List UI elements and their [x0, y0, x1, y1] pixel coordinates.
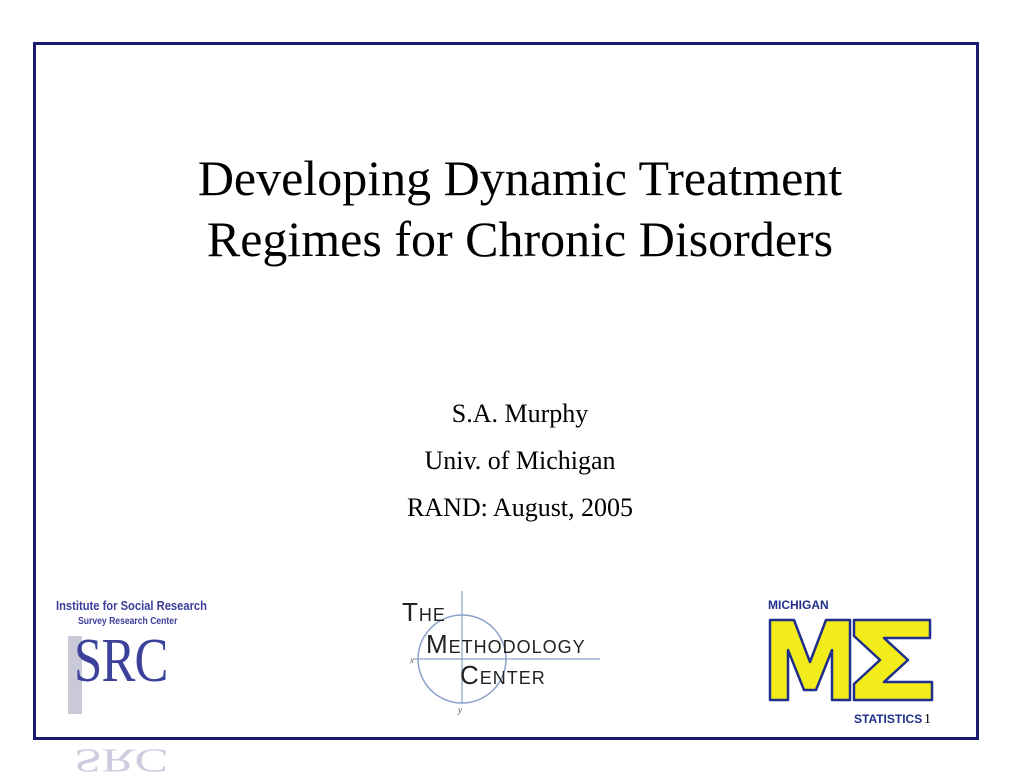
title-line-1: Developing Dynamic Treatment — [197, 150, 843, 206]
src-logo-mark: SRC — [74, 627, 168, 695]
title-line-2: Regimes for Chronic Disorders — [206, 211, 834, 267]
michigan-m-sigma-mark — [766, 614, 956, 714]
methodology-center-logo — [400, 585, 620, 720]
src-logo-reflection: SRC — [74, 741, 168, 779]
src-logo-line-2: Survey Research Center — [78, 616, 178, 627]
slide-title — [60, 148, 980, 270]
x-axis-label: x — [410, 655, 414, 665]
page-number: 1 — [924, 712, 931, 727]
logo-word-the: THE — [402, 597, 446, 627]
logo-word-methodology: METHODOLOGY — [426, 629, 586, 659]
src-logo-line-1: Institute for Social Research — [56, 598, 207, 613]
author-affiliation: Univ. of Michigan — [424, 446, 616, 475]
author-block — [300, 390, 740, 531]
y-axis-label: y — [458, 705, 462, 715]
statistics-label: STATISTICS — [854, 712, 923, 726]
michigan-label: MICHIGAN — [768, 598, 829, 612]
logo-word-center: CENTER — [460, 660, 546, 690]
src-logo — [52, 598, 207, 779]
venue-date: RAND: August, 2005 — [406, 493, 634, 522]
author-name: S.A. Murphy — [451, 399, 589, 428]
michigan-statistics-logo — [766, 598, 956, 728]
